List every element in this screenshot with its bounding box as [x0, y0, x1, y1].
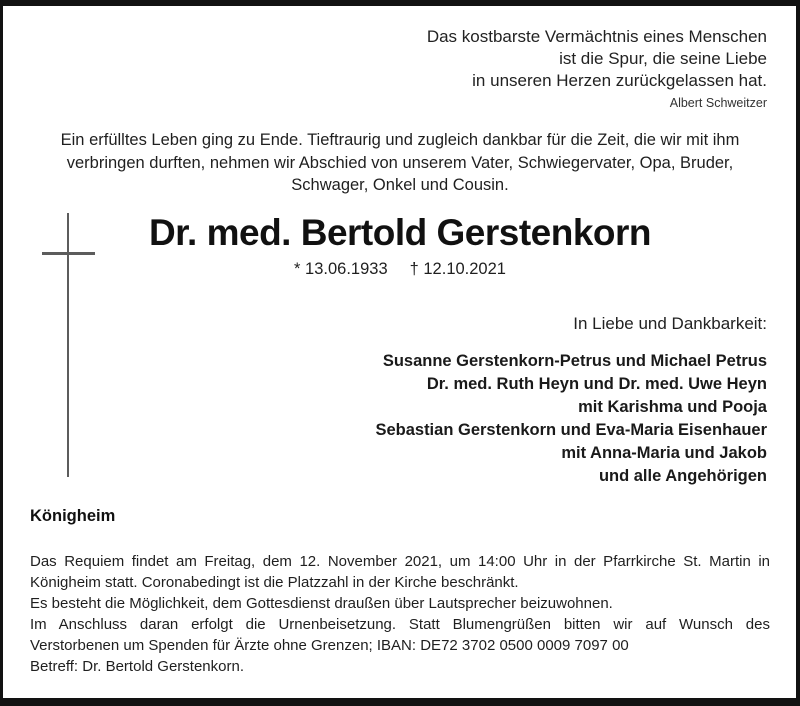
mourners-list: [375, 350, 767, 488]
service-line-2: Königheim statt. Coronabedingt ist die Platzzahl in der Kirche beschränkt.: [30, 574, 519, 591]
mourner-line-1: Susanne Gerstenkorn-Petrus und Michael Petrus: [382, 352, 767, 370]
service-line-5: Verstorbenen um Spenden für Ärzte ohne Grenzen; IBAN: DE72 3702 0500 0009 7097 00: [30, 637, 629, 654]
service-info: [30, 551, 770, 677]
mourner-line-6: und alle Angehörigen: [598, 467, 767, 485]
mourner-line-2: Dr. med. Ruth Heyn und Dr. med. Uwe Heyn: [426, 375, 767, 393]
quote-line-2: ist die Spur, die seine Liebe: [559, 49, 767, 68]
closing-line: In Liebe und Dankbarkeit:: [573, 314, 767, 333]
intro-line-1: Ein erfülltes Leben ging zu Ende. Tieftraurig und zugleich dankbar für die Zeit, die wir mit ihm: [60, 131, 740, 149]
mourner-line-3: mit Karishma und Pooja: [578, 398, 767, 416]
mourner-line-5: mit Anna-Maria und Jakob: [561, 444, 767, 462]
place-name: Königheim: [30, 507, 116, 525]
frame-top-border: [0, 0, 800, 6]
frame-left-border: [0, 0, 3, 706]
quote-block: [427, 26, 767, 111]
intro-line-3: Schwager, Onkel und Cousin.: [291, 176, 509, 194]
mourner-line-4: Sebastian Gerstenkorn und Eva-Maria Eisenhauer: [375, 421, 767, 439]
service-line-6: Betreff: Dr. Bertold Gerstenkorn.: [30, 658, 244, 675]
frame-bottom-border: [0, 698, 800, 706]
quote-line-1: Das kostbarste Vermächtnis eines Menschen: [426, 27, 767, 46]
service-line-4: Im Anschluss daran erfolgt die Urnenbeisetzung. Statt Blumengrüßen bitten wir auf Wunsch des: [30, 616, 770, 633]
service-line-3: Es besteht die Möglichkeit, dem Gottesdienst draußen über Lautsprecher beizuwohnen.: [30, 595, 613, 612]
quote-attribution: Albert Schweitzer: [669, 96, 767, 110]
deceased-name: Dr. med. Bertold Gerstenkorn: [148, 212, 652, 253]
birth-date: * 13.06.1933: [294, 260, 388, 278]
intro-line-2: verbringen durften, nehmen wir Abschied von unserem Vater, Schwiegervater, Opa, Bruder,: [66, 153, 734, 172]
life-dates: [0, 260, 800, 279]
intro-paragraph: [30, 129, 770, 197]
frame-right-border: [796, 0, 800, 706]
death-date: † 12.10.2021: [409, 260, 506, 278]
quote-line-3: in unseren Herzen zurückgelassen hat.: [472, 71, 767, 90]
service-line-1: Das Requiem findet am Freitag, dem 12. November 2021, um 14:00 Uhr in der Pfarrkirche St. Martin in: [30, 553, 770, 570]
